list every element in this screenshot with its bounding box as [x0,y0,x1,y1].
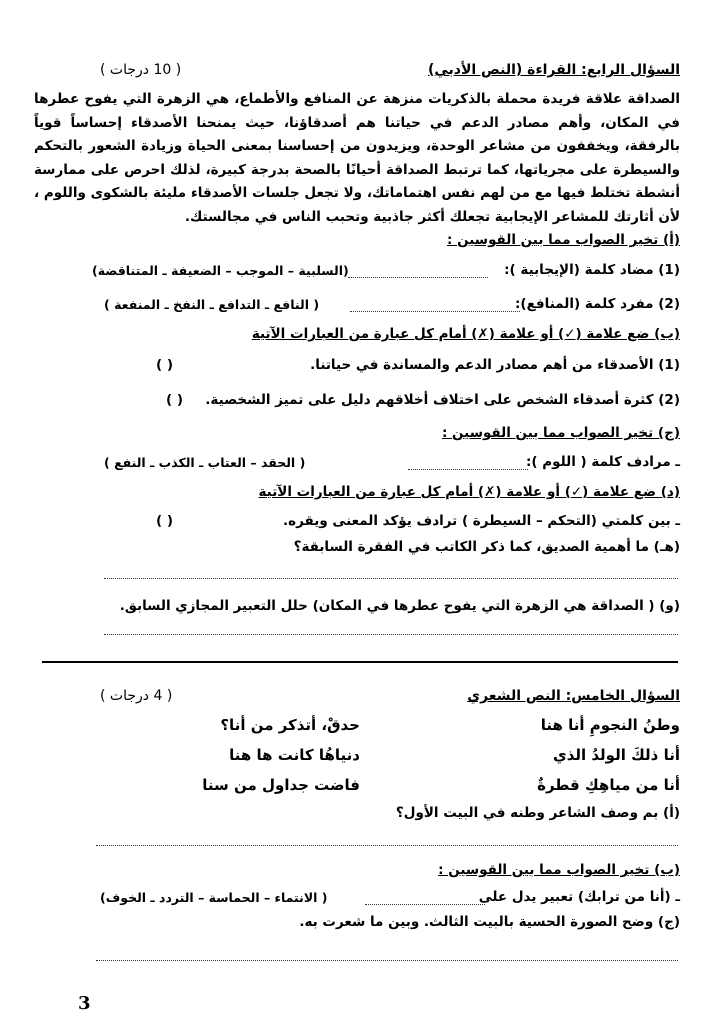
q4-title [428,62,680,78]
q4-b-heading: (ب) ضع علامة (✓) أو علامة (✗) أمام كل عبارة من العبارات الآتية [251,326,680,342]
poem-line2-left: دنياهُا كانت ها هنا [229,746,360,764]
q4-d-bracket[interactable]: ( ) [156,513,174,529]
q4-a-item2-answer-line[interactable] [350,311,520,312]
q4-c-heading: (ج) تخير الصواب مما بين القوسين : [441,425,680,441]
q4-a-item1-options: (السلبية – الموجب – الضعيفة ـ المتناقضة) [92,263,349,278]
q4-title-text: السؤال الرابع: القراءة (النص الأدبي) [427,62,680,78]
q4-b-item1-question: (1) الأصدقاء من أهم مصادر الدعم والمساندة في حياتنا. [310,357,680,373]
q5-grades: ( 4 درجات ) [100,688,173,704]
q5-title [467,688,680,704]
q4-a-item2-options: ( النافع ـ التدافع ـ النفخ ـ المنفعة ) [104,297,320,312]
page-number: 3 [78,993,91,1014]
q5-b-options: ( الانتماء – الحماسة – التردد ـ الخوف) [100,890,328,905]
q4-f-answer-line[interactable] [104,634,678,635]
q4-a-heading: (أ) تخير الصواب مما بين القوسين : [447,232,680,248]
q5-a-answer-line[interactable] [96,845,678,846]
q5-b-answer-line[interactable] [365,904,485,905]
section-divider [42,661,678,663]
poem-line3-right: أنا من مياهِكِ قطرةٌ [537,776,680,794]
poem-line3-left: فاضت جداول من سنا [202,776,360,794]
q5-b-question: ـ (أنا من ترابك) تعبير يدل على [478,889,680,905]
q5-b-heading: (ب) تخير الصواب مما بين القوسين : [438,862,680,878]
q4-a-item1-question: (1) مضاد كلمة (الإيجابية ): [504,262,680,278]
q4-grades: ( 10 درجات ) [100,62,182,78]
q4-e-question: (هـ) ما أهمية الصديق، كما ذكر الكاتب في الفقرة السابقة؟ [293,539,680,555]
q5-c-question: (ج) وضح الصورة الحسية بالبيت الثالث. وبين ما شعرت به. [299,914,680,930]
q4-b-item1-bracket[interactable]: ( ) [156,357,174,373]
q4-e-answer-line[interactable] [104,578,678,579]
q4-c-question: ـ مرادف كلمة ( اللوم ): [525,454,680,470]
q4-b-item2-question: (2) كثرة أصدقاء الشخص على اختلاف أخلاقهم دليل على تميز الشخصية. [205,392,680,408]
q4-f-question: (و) ( الصداقة هي الزهرة التي يفوح عطرها في المكان) حلل التعبير المجازي السابق. [119,598,680,614]
q4-a-item2-question: (2) مفرد كلمة (المنافع): [515,296,680,312]
q4-d-heading: (د) ضع علامة (✓) أو علامة (✗) أمام كل عبارة من العبارات الآتية [258,484,680,500]
q4-c-options: ( الحقد – العتاب ـ الكذب ـ النفع ) [104,455,306,470]
q4-d-question: ـ بين كلمتي (التحكم – السيطرة ) ترادف يؤكد المعنى ويقره. [283,513,680,529]
q5-c-answer-line[interactable] [96,960,678,961]
q4-paragraph: الصداقة علاقة فريدة محملة بالذكريات منزهة عن المنافع والأطماع، هي الزهرة التي يفوح عطرها في المكان، وأهم مصادر الدعم في حياتنا هم أصدقاؤنا، حيث يمنحنا الأصدقاء إحساساً قوياً بالرفقة، ويخففون من مشاعر الوحدة، ويزيدون من إحساسنا بمعنى الحياة وزيادة الشعور بالتحكم والسيطرة على مجرياتها، كما ترتبط الصداقة أحيانًا بالصحة بدرجة كبيرة، لذلك احرص على ممارسة أنشطة تختلط فيها مع من لهم نفس اهتماماتك، ولا تجعل جلسات الأصدقاء مليئة بالشكوى واللوم ، لأن أثارتك للمشاعر الإيجابية تجعلك أكثر جاذبية وتحبب الناس في مجالستك. [34,91,680,225]
q5-a-question: (أ) بم وصف الشاعر وطنه في البيت الأول؟ [395,805,680,821]
q5-title-text: السؤال الخامس: النص الشعري [467,688,680,704]
q4-a-item1-answer-line[interactable] [348,277,488,278]
q4-b-item2-bracket[interactable]: ( ) [166,392,184,408]
poem-line1-left: حدقْ، أتذكر من أنا؟ [220,716,360,734]
poem-line1-right: وطنُ النجومِ أنا هنا [540,716,680,734]
q4-c-answer-line[interactable] [408,469,528,470]
poem-line2-right: أنا ذلكَ الولدُ الذي [552,746,680,764]
